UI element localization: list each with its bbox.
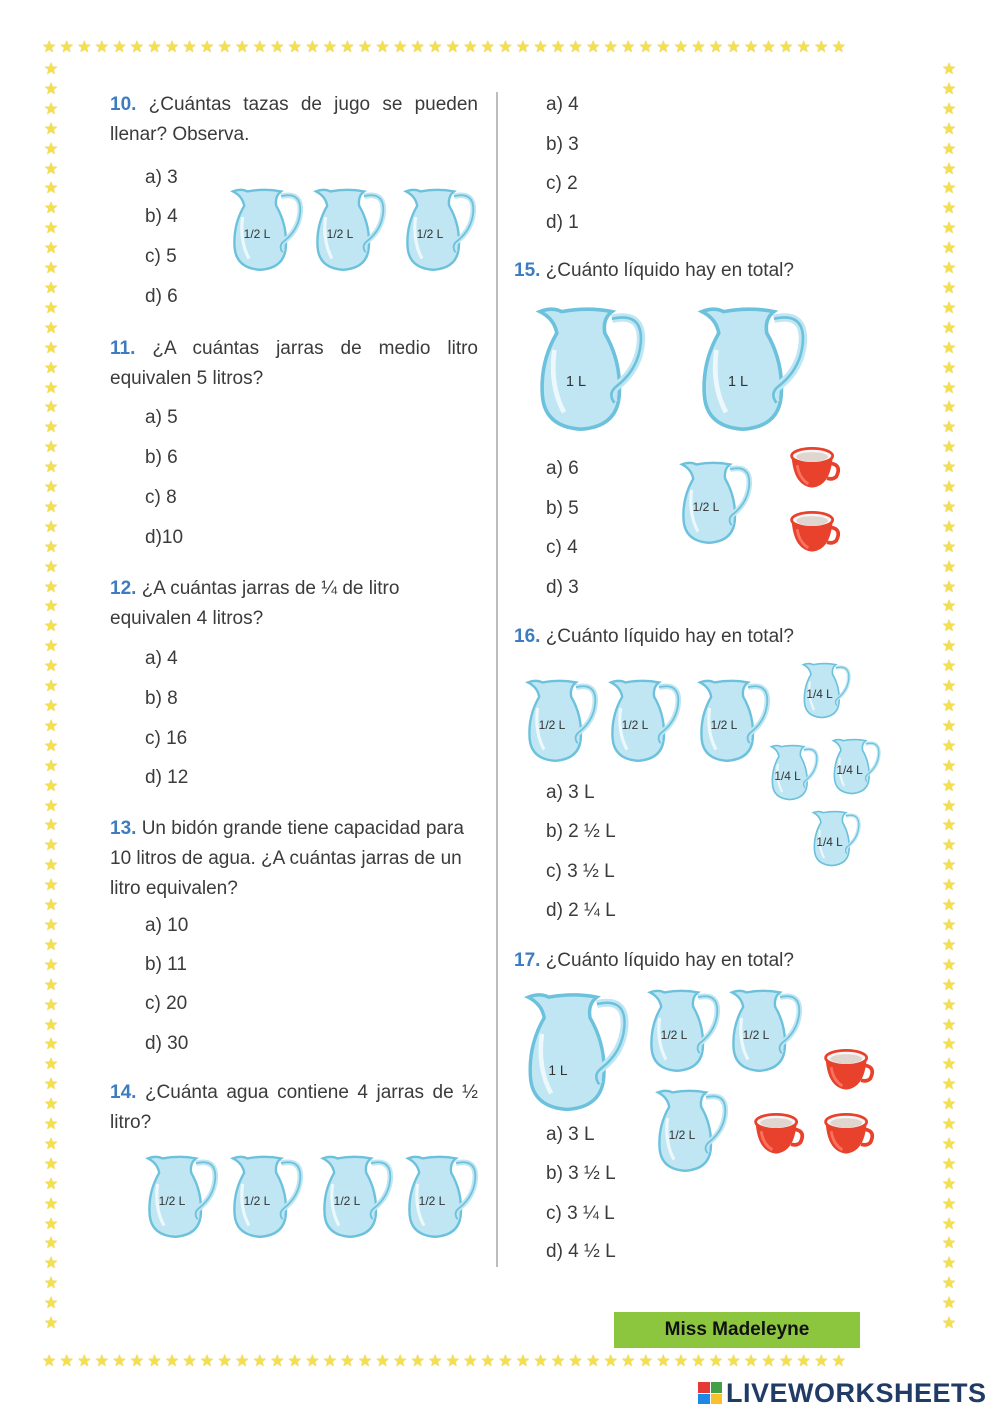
jug-quarter-liter — [766, 742, 820, 802]
logo-square — [711, 1382, 723, 1393]
option-c[interactable]: c) 2 — [546, 173, 578, 194]
jug-half-liter — [400, 1152, 480, 1240]
svg-text:1/4 L: 1/4 L — [774, 769, 801, 784]
svg-text:1/2 L: 1/2 L — [742, 1027, 770, 1042]
option-d[interactable]: d) 6 — [145, 286, 178, 307]
svg-text:1/2 L: 1/2 L — [660, 1027, 688, 1042]
svg-text:1/2 L: 1/2 L — [416, 226, 444, 241]
option-a[interactable]: a) 3 L — [546, 1124, 595, 1145]
jug-quarter-liter — [798, 660, 852, 720]
svg-text:1/2 L: 1/2 L — [538, 717, 566, 732]
red-cup — [786, 508, 842, 556]
jug-half-liter — [315, 1152, 395, 1240]
option-d[interactable]: d) 2 ¼ L — [546, 900, 616, 921]
jug-half-liter — [225, 1152, 305, 1240]
svg-text:1/2 L: 1/2 L — [243, 1193, 271, 1208]
question-text: ¿Cuánto líquido hay en total? — [545, 626, 794, 647]
logo-square — [698, 1394, 710, 1405]
svg-text:1/2 L: 1/2 L — [333, 1193, 361, 1208]
question-number: 17. — [514, 950, 541, 971]
option-c[interactable]: c) 3 ¼ L — [546, 1203, 615, 1224]
option-a[interactable]: a) 4 — [546, 94, 579, 115]
question-10 — [110, 90, 478, 150]
teacher-signature: Miss Madeleyne — [614, 1312, 860, 1348]
question-number: 16. — [514, 626, 541, 647]
option-c[interactable]: c) 4 — [546, 537, 578, 558]
question-text: ¿Cuánta agua contiene 4 jarras de ½ litro? — [110, 1082, 478, 1133]
option-d[interactable]: d) 1 — [546, 212, 579, 233]
logo-icon — [698, 1382, 722, 1404]
jug-quarter-liter — [808, 808, 862, 868]
red-cup — [786, 444, 842, 492]
jug-one-liter — [690, 302, 810, 434]
jug-half-liter — [674, 458, 754, 546]
liveworksheets-logo[interactable] — [698, 1376, 987, 1410]
star-border-bottom: ★ ★ ★ ★ ★ ★ ★ ★ ★ ★ ★ ★ ★ ★ ★ ★ ★ ★ ★ ★ ★ ★ ★ ★ ★ ★ ★ ★ ★ ★ ★ ★ ★ ★ ★ ★ ★ ★ ★ ★ ★ ★ ★ ★ ★ ★ — [42, 1354, 846, 1370]
option-c[interactable]: c) 5 — [145, 246, 177, 267]
question-text: ¿Cuántas tazas de jugo se pueden llenar? Observa. — [110, 94, 478, 145]
option-d[interactable]: d) 30 — [145, 1033, 189, 1054]
jug-half-liter — [520, 676, 600, 764]
option-b[interactable]: b) 3 ½ L — [546, 1163, 616, 1184]
question-text: Un bidón grande tiene capacidad para 10 litros de agua. ¿A cuántas jarras de un litro equivalen? — [110, 818, 464, 899]
svg-text:1 L: 1 L — [548, 1063, 568, 1079]
star-border-right: ★ ★ ★ ★ ★ ★ ★ ★ ★ ★ ★ ★ ★ ★ ★ ★ ★ ★ ★ ★ ★ ★ ★ ★ ★ ★ ★ ★ ★ ★ ★ ★ ★ ★ ★ ★ ★ ★ ★ ★ ★ ★ ★ ★ ★ ★ ★ ★ ★ ★ ★ ★ ★ ★ ★ ★ ★ ★ ★ ★ ★ ★ ★ ★ — [941, 61, 957, 1333]
option-c[interactable]: c) 8 — [145, 487, 177, 508]
option-d[interactable]: d) 12 — [145, 767, 189, 788]
option-a[interactable]: a) 3 — [145, 167, 178, 188]
question-number: 14. — [110, 1082, 137, 1103]
red-cup — [820, 1046, 876, 1094]
svg-text:1/2 L: 1/2 L — [158, 1193, 186, 1208]
option-a[interactable]: a) 10 — [145, 915, 189, 936]
option-d[interactable]: d) 4 ½ L — [546, 1241, 616, 1262]
question-number: 15. — [514, 260, 541, 281]
jug-one-liter — [514, 988, 634, 1114]
question-11 — [110, 334, 478, 394]
svg-text:1 L: 1 L — [727, 374, 749, 390]
question-text: ¿Cuánto líquido hay en total? — [545, 260, 794, 281]
option-b[interactable]: b) 4 — [145, 206, 178, 227]
question-text: ¿Cuánto líquido hay en total? — [545, 950, 794, 971]
svg-text:1/4 L: 1/4 L — [816, 835, 843, 850]
option-d[interactable]: d) 3 — [546, 577, 579, 598]
svg-text:1/2 L: 1/2 L — [418, 1193, 446, 1208]
jug-one-liter — [528, 302, 648, 434]
svg-text:1/2 L: 1/2 L — [243, 226, 271, 241]
question-text: ¿A cuántas jarras de medio litro equivalen 5 litros? — [110, 338, 479, 389]
option-b[interactable]: b) 8 — [145, 688, 178, 709]
jug-half-liter — [692, 676, 772, 764]
option-b[interactable]: b) 2 ½ L — [546, 821, 616, 842]
question-number: 11. — [110, 338, 136, 359]
svg-text:1/2 L: 1/2 L — [692, 499, 720, 514]
svg-text:1/4 L: 1/4 L — [836, 763, 863, 778]
option-b[interactable]: b) 11 — [145, 954, 187, 975]
red-cup — [820, 1110, 876, 1158]
question-13 — [110, 814, 482, 904]
svg-text:1/2 L: 1/2 L — [710, 717, 738, 732]
option-b[interactable]: b) 5 — [546, 498, 579, 519]
jug-half-liter — [724, 986, 804, 1074]
question-15 — [514, 256, 914, 286]
jug-half-liter — [140, 1152, 220, 1240]
option-a[interactable]: a) 6 — [546, 458, 579, 479]
option-a[interactable]: a) 4 — [145, 648, 178, 669]
star-border-left: ★ ★ ★ ★ ★ ★ ★ ★ ★ ★ ★ ★ ★ ★ ★ ★ ★ ★ ★ ★ ★ ★ ★ ★ ★ ★ ★ ★ ★ ★ ★ ★ ★ ★ ★ ★ ★ ★ ★ ★ ★ ★ ★ ★ ★ ★ ★ ★ ★ ★ ★ ★ ★ ★ ★ ★ ★ ★ ★ ★ ★ ★ ★ ★ — [43, 61, 59, 1333]
svg-text:1/2 L: 1/2 L — [668, 1127, 696, 1142]
logo-square — [698, 1382, 710, 1393]
question-14 — [110, 1078, 478, 1138]
question-16 — [514, 622, 914, 652]
question-number: 13. — [110, 818, 137, 839]
column-divider — [496, 92, 498, 1267]
option-b[interactable]: b) 6 — [145, 447, 178, 468]
logo-text: LIVEWORKSHEETS — [726, 1377, 987, 1408]
red-cup — [750, 1110, 806, 1158]
svg-text:1/2 L: 1/2 L — [621, 717, 649, 732]
question-17 — [514, 946, 914, 976]
svg-text:1 L: 1 L — [565, 374, 587, 390]
option-d[interactable]: d)10 — [145, 527, 184, 548]
option-c[interactable]: c) 20 — [145, 993, 188, 1014]
option-a[interactable]: a) 3 L — [546, 782, 595, 803]
jug-half-liter — [225, 185, 305, 273]
jug-half-liter — [603, 676, 683, 764]
option-b[interactable]: b) 3 — [546, 134, 579, 155]
question-text: ¿A cuántas jarras de ¼ de litro equivalen 4 litros? — [110, 578, 400, 629]
jug-half-liter — [650, 1086, 730, 1174]
option-c[interactable]: c) 3 ½ L — [546, 861, 615, 882]
question-number: 10. — [110, 94, 137, 115]
jug-half-liter — [308, 185, 388, 273]
logo-square — [711, 1394, 723, 1405]
svg-text:1/2 L: 1/2 L — [326, 226, 354, 241]
option-a[interactable]: a) 5 — [145, 407, 178, 428]
question-12 — [110, 574, 482, 634]
star-border-top: ★ ★ ★ ★ ★ ★ ★ ★ ★ ★ ★ ★ ★ ★ ★ ★ ★ ★ ★ ★ ★ ★ ★ ★ ★ ★ ★ ★ ★ ★ ★ ★ ★ ★ ★ ★ ★ ★ ★ ★ ★ ★ ★ ★ ★ ★ — [42, 40, 846, 56]
svg-text:1/4 L: 1/4 L — [806, 687, 833, 702]
jug-half-liter — [398, 185, 478, 273]
option-c[interactable]: c) 16 — [145, 728, 188, 749]
question-number: 12. — [110, 578, 137, 599]
jug-half-liter — [642, 986, 722, 1074]
jug-quarter-liter — [828, 736, 882, 796]
